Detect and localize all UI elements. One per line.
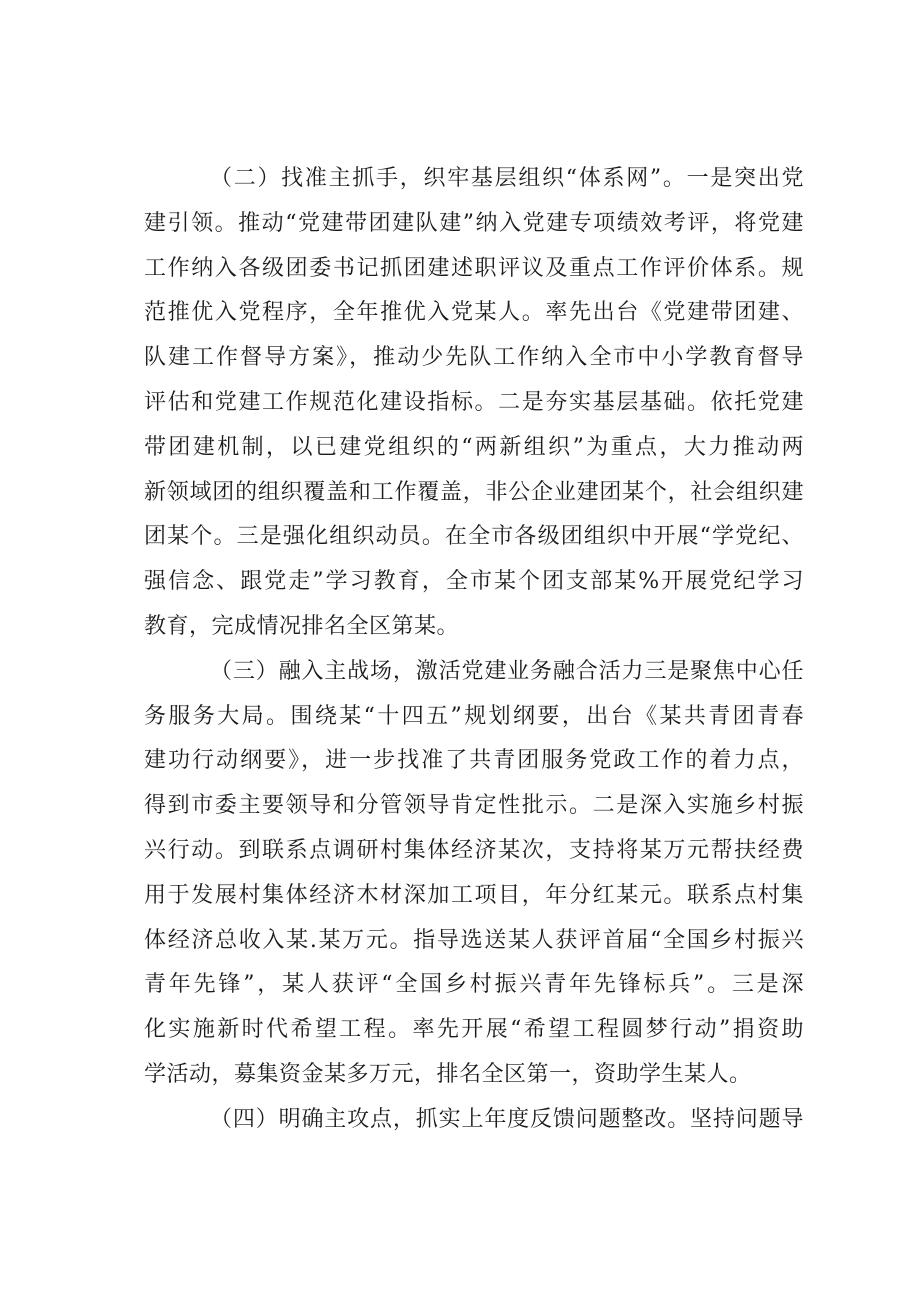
text-line: 用于发展村集体经济木材深加工项目，年分红某元。联系点村集 [144, 882, 804, 908]
text-line: 范推优入党程序，全年推优入党某人。率先出台《党建带团建、 [144, 300, 804, 326]
text-line: 强信念、跟党走”学习教育，全市某个团支部某%开展党纪学习 [144, 569, 804, 595]
text-line: （四）明确主攻点，抓实上年度反馈问题整改。坚持问题导 [210, 1106, 804, 1132]
text-line: 新领域团的组织覆盖和工作覆盖，非公企业建团某个，社会组织建 [144, 479, 804, 505]
text-line: 化实施新时代希望工程。率先开展“希望工程圆梦行动”捐资助 [144, 1017, 804, 1043]
text-line: 兴行动。到联系点调研村集体经济某次，支持将某万元帮扶经费 [144, 837, 804, 863]
text-line: 团某个。三是强化组织动员。在全市各级团组织中开展“学党纪、 [144, 524, 804, 550]
text-line: 带团建机制，以已建党组织的“两新组织”为重点，大力推动两 [144, 434, 804, 460]
text-line: 评估和党建工作规范化建设指标。二是夯实基层基础。依托党建 [144, 389, 804, 415]
text-line: 学活动，募集资金某多万元，排名全区第一，资助学生某人。 [144, 1061, 752, 1087]
text-line: 体经济总收入某.某万元。指导选送某人获评首届“全国乡村振兴 [144, 927, 804, 953]
text-line: （二）找准主抓手，织牢基层组织“体系网”。一是突出党 [210, 166, 804, 191]
text-line: 建功行动纲要》，进一步找准了共青团服务党政工作的着力点， [144, 748, 804, 774]
text-line: 队建工作督导方案》，推动少先队工作纳入全市中小学教育督导 [144, 345, 804, 371]
text-line: （三）融入主战场，激活党建业务融合活力三是聚焦中心任 [210, 658, 804, 684]
document-body [144, 157, 804, 1143]
text-line: 得到市委主要领导和分管领导肯定性批示。二是深入实施乡村振 [144, 793, 804, 819]
text-line: 工作纳入各级团委书记抓团建述职评议及重点工作评价体系。规 [144, 255, 804, 281]
text-line: 教育，完成情况排名全区第某。 [144, 613, 460, 639]
text-line: 务服务大局。围绕某“十四五”规划纲要，出台《某共青团青春 [144, 703, 804, 729]
text-line: 建引领。推动“党建带团建队建”纳入党建专项绩效考评，将党建 [144, 210, 804, 236]
text-line: 青年先锋”，某人获评“全国乡村振兴青年先锋标兵”。三是深 [144, 972, 804, 998]
